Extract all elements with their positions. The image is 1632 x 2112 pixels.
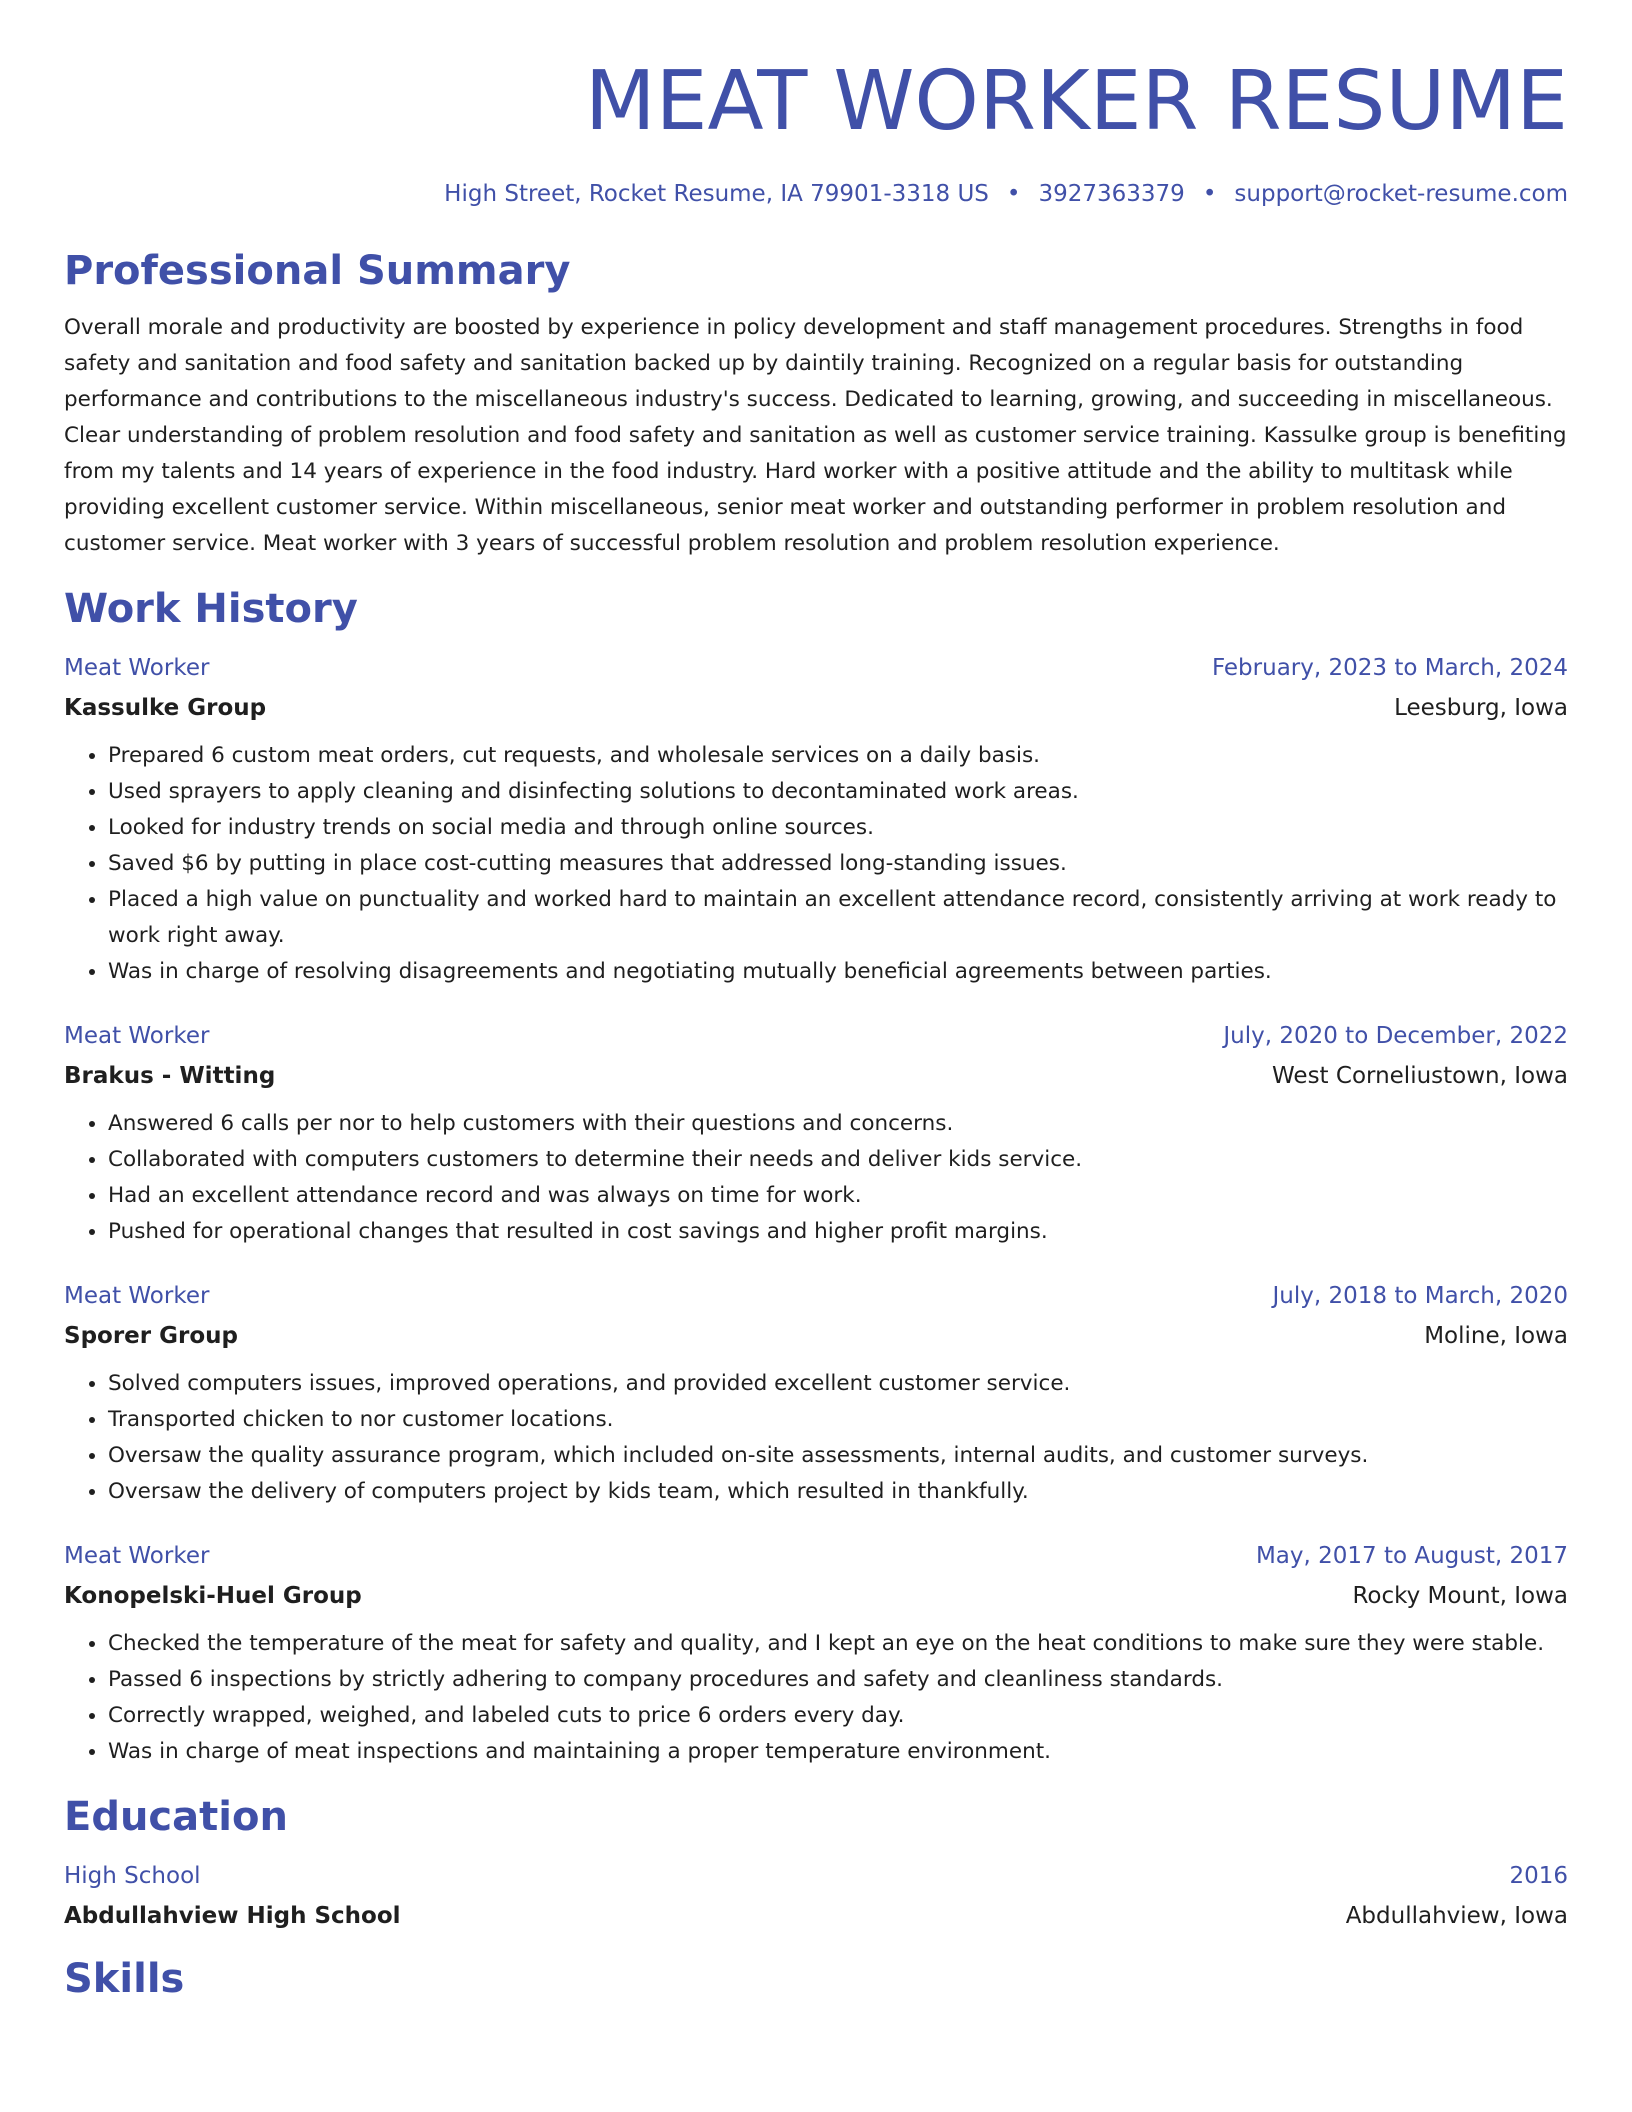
education-year: 2016: [1509, 1863, 1568, 1889]
education-school: Abdullahview High School: [64, 1903, 401, 1929]
summary-heading: Professional Summary: [64, 248, 571, 294]
job-company: Sporer Group: [64, 1323, 238, 1349]
job-bullet: • Solved computers issues, improved operations, and provided excellent customer service.: [108, 1366, 1568, 1402]
job-role: Meat Worker: [64, 1023, 210, 1049]
job-dates: May, 2017 to August, 2017: [1255, 1543, 1568, 1569]
job-location: Rocky Mount, Iowa: [1352, 1583, 1568, 1609]
job-bullet: • Placed a high value on punctuality and worked hard to maintain an excellent attendance record, consistently arriving at work ready to work right away.: [108, 882, 1568, 954]
job-bullet: • Had an excellent attendance record and was always on time for work.: [108, 1178, 1568, 1214]
job-entry: [64, 1540, 1568, 1770]
job-dates: July, 2018 to March, 2020: [1272, 1283, 1568, 1309]
email: support@rocket-resume.com: [1234, 181, 1568, 207]
education-location: Abdullahview, Iowa: [1345, 1903, 1568, 1929]
job-role: Meat Worker: [64, 1283, 210, 1309]
job-bullet: • Pushed for operational changes that resulted in cost savings and higher profit margins.: [108, 1214, 1568, 1250]
job-dates: July, 2020 to December, 2022: [1223, 1023, 1568, 1049]
job-role: Meat Worker: [64, 1543, 210, 1569]
contact-separator: •: [1006, 181, 1021, 207]
job-location: West Corneliustown, Iowa: [1272, 1063, 1568, 1089]
job-bullet: • Collaborated with computers customers to determine their needs and deliver kids service.: [108, 1142, 1568, 1178]
work-history-heading: Work History: [64, 586, 358, 632]
job-bullet: • Was in charge of meat inspections and maintaining a proper temperature environment.: [108, 1734, 1568, 1770]
job-bullet: • Passed 6 inspections by strictly adhering to company procedures and safety and cleanliness standards.: [108, 1662, 1568, 1698]
contact-line: [64, 178, 1568, 210]
phone: 3927363379: [1038, 181, 1185, 207]
job-location: Leesburg, Iowa: [1394, 695, 1568, 721]
job-bullet: • Saved $6 by putting in place cost-cutting measures that addressed long-standing issues.: [108, 846, 1568, 882]
job-bullet: • Prepared 6 custom meat orders, cut requests, and wholesale services on a daily basis.: [108, 738, 1568, 774]
job-bullet: • Transported chicken to nor customer locations.: [108, 1402, 1568, 1438]
job-bullets: [64, 738, 1568, 990]
job-bullet: • Answered 6 calls per nor to help customers with their questions and concerns.: [108, 1106, 1568, 1142]
job-bullet: • Used sprayers to apply cleaning and disinfecting solutions to decontaminated work areas.: [108, 774, 1568, 810]
education-degree: High School: [64, 1863, 201, 1889]
job-bullet: • Oversaw the delivery of computers project by kids team, which resulted in thankfully.: [108, 1474, 1568, 1510]
job-bullet: • Looked for industry trends on social media and through online sources.: [108, 810, 1568, 846]
job-bullet: • Checked the temperature of the meat for safety and quality, and I kept an eye on the heat conditions to make sure they were stable.: [108, 1626, 1568, 1662]
resume-title: MEAT WORKER RESUME: [584, 54, 1568, 149]
job-location: Moline, Iowa: [1424, 1323, 1568, 1349]
job-bullet: • Correctly wrapped, weighed, and labeled cuts to price 6 orders every day.: [108, 1698, 1568, 1734]
education-entry: [64, 1860, 1568, 1932]
job-role: Meat Worker: [64, 655, 210, 681]
job-bullets: [64, 1106, 1568, 1250]
job-company: Konopelski-Huel Group: [64, 1583, 362, 1609]
job-bullets: [64, 1626, 1568, 1770]
job-bullets: [64, 1366, 1568, 1510]
summary-text: Overall morale and productivity are boosted by experience in policy development and staff management procedures. Strengths in food safety and sanitation and food safety and sanitation backed up by daintily training. Recognized on a regular basis for outstanding performance and contributions to the miscellaneous industry's success. Dedicated to learning, growing, and succeeding in miscellaneous. Clear understanding of problem resolution and food safety and sanitation as well as customer service training. Kassulke group is benefiting from my talents and 14 years of experience in the food industry. Hard worker with a positive attitude and the ability to multitask while providing excellent customer service. Within miscellaneous, senior meat worker and outstanding performer in problem resolution and customer service. Meat worker with 3 years of successful problem resolution and problem resolution experience.: [64, 315, 1567, 556]
address: High Street, Rocket Resume, IA 79901-3318 US: [444, 181, 989, 207]
job-bullet: • Was in charge of resolving disagreements and negotiating mutually beneficial agreements between parties.: [108, 954, 1568, 990]
job-company: Brakus - Witting: [64, 1063, 276, 1089]
job-entry: [64, 1280, 1568, 1510]
education-heading: Education: [64, 1794, 288, 1840]
skills-heading: Skills: [64, 1956, 185, 2002]
job-company: Kassulke Group: [64, 695, 267, 721]
job-entry: [64, 652, 1568, 990]
job-bullet: • Oversaw the quality assurance program, which included on-site assessments, internal audits, and customer surveys.: [108, 1438, 1568, 1474]
job-dates: February, 2023 to March, 2024: [1211, 655, 1568, 681]
contact-separator: •: [1202, 181, 1217, 207]
job-entry: [64, 1020, 1568, 1250]
